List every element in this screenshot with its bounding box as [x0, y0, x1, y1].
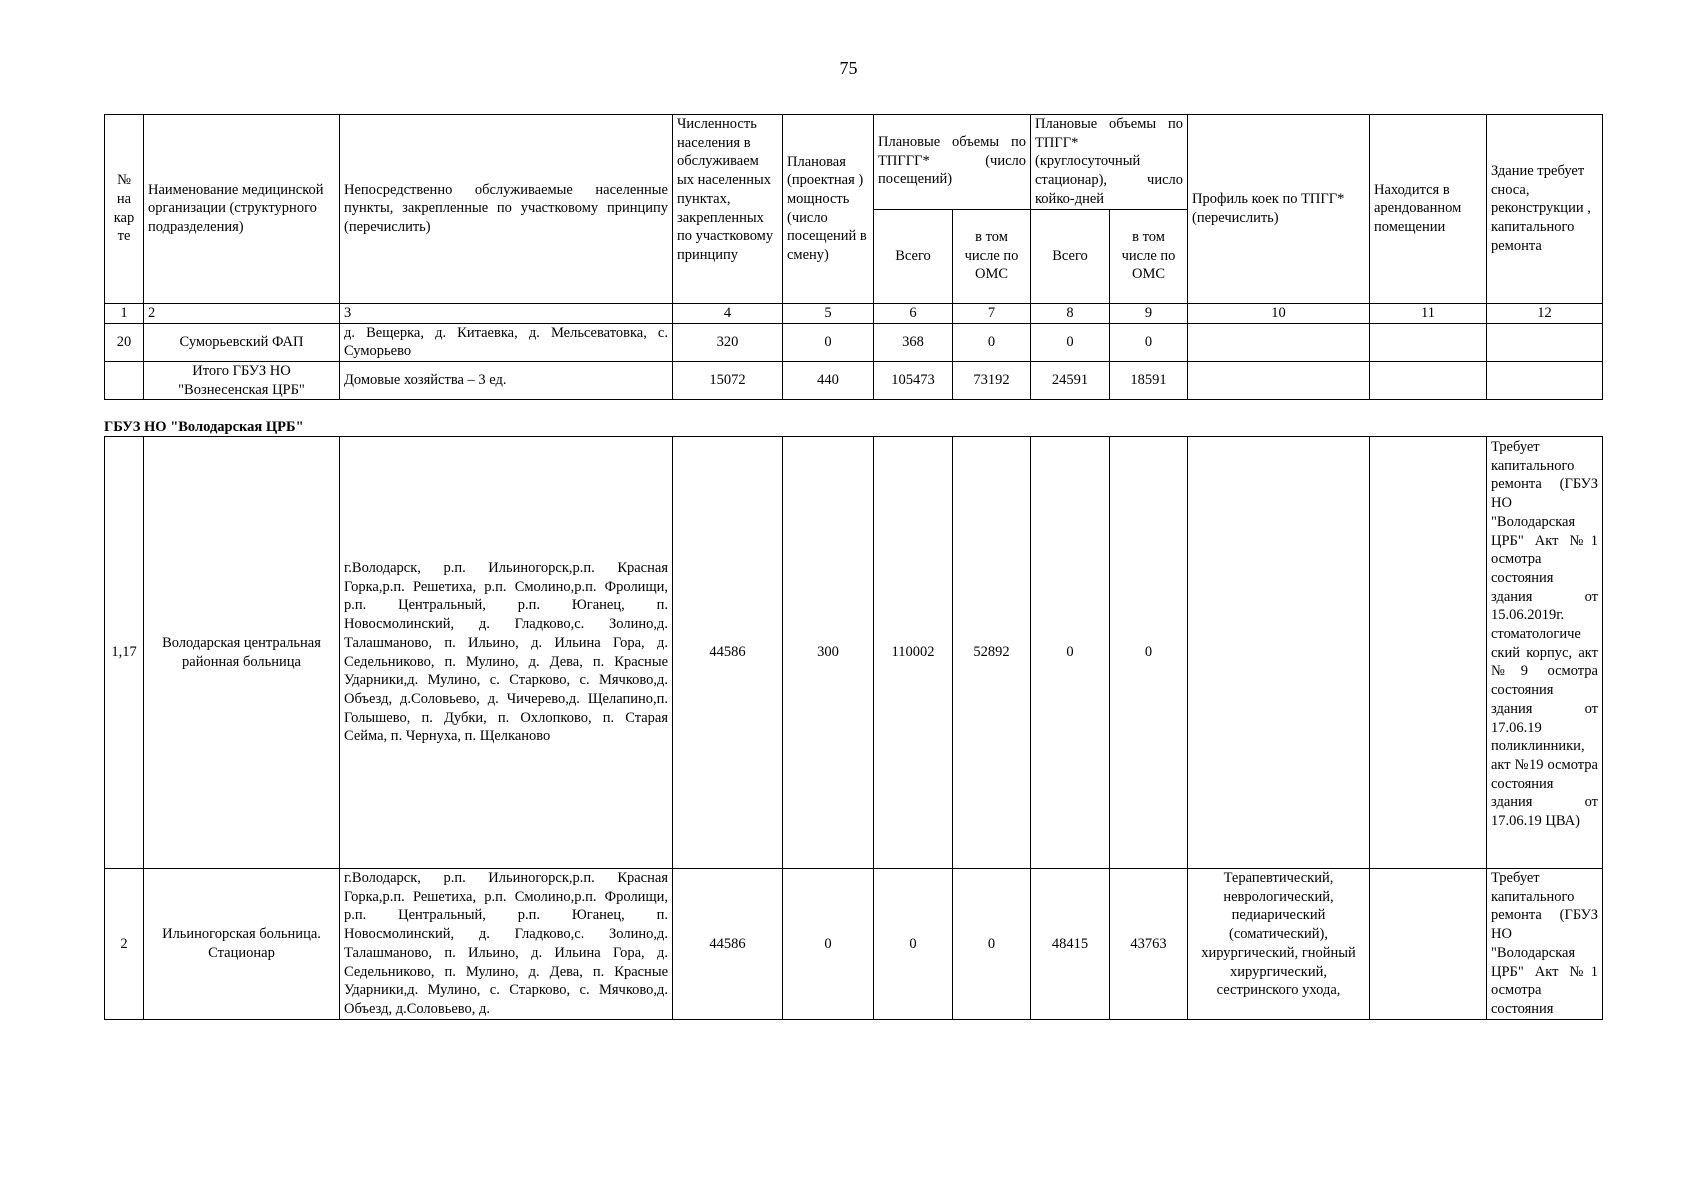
row-rented [1370, 437, 1487, 869]
row-capacity: 300 [783, 437, 874, 869]
table-row [105, 869, 1603, 1020]
section-title: ГБУЗ НО "Володарская ЦРБ" [104, 419, 304, 435]
header-rented: Находится в арендованном помещении [1370, 115, 1487, 304]
row-visits-total: 368 [874, 323, 953, 361]
row-visits-oms: 0 [953, 869, 1031, 1020]
row-settlements: г.Володарск, р.п. Ильиногорск,р.п. Красная Горка,р.п. Решетиха, р.п. Смолино,р.п. Фролищи, р.п. Центральный, р.п. Юганец, п. Новосмолинский, д. Гладково,с. Золино,д. Талашманово, п. Ильино, д. Ильина Гора, д. Седельниково, п. Мулино, д. Дева, п. Красные Ударники,д. Мулино, с. Старково, с. Мячково,д. Объезд, д.Соловьево, д. [340, 869, 673, 1020]
row-beds-profile: Терапевтический, неврологический, педиарический (соматический), хирургический, гнойный хирургический, сестринского ухода, [1188, 869, 1370, 1020]
col-number: 4 [673, 303, 783, 323]
header-population: Численность населения в обслуживаем ых населенных пунктах, закрепленных по участковому принципу [673, 115, 783, 304]
row-name: Итого ГБУЗ НО "Вознесенская ЦРБ" [144, 361, 340, 399]
row-visits-total: 105473 [874, 361, 953, 399]
row-visits-oms: 73192 [953, 361, 1031, 399]
header-days-oms: в том числе по ОМС [1110, 209, 1188, 303]
row-rented [1370, 869, 1487, 1020]
column-numbers-row [105, 303, 1603, 323]
col-number: 12 [1487, 303, 1603, 323]
col-number: 11 [1370, 303, 1487, 323]
row-capacity: 0 [783, 869, 874, 1020]
row-settlements: Домовые хозяйства – 3 ед. [340, 361, 673, 399]
table-row-total [105, 361, 1603, 399]
row-days-total: 0 [1031, 437, 1110, 869]
row-rented [1370, 361, 1487, 399]
row-days-total: 48415 [1031, 869, 1110, 1020]
row-name: Суморьевский ФАП [144, 323, 340, 361]
row-settlements: г.Володарск, р.п. Ильиногорск,р.п. Красная Горка,р.п. Решетиха, р.п. Смолино,р.п. Фролищи, р.п. Центральный, р.п. Юганец, п. Новосмолинский, д. Гладково,с. Золино,д. Талашманово, п. Ильино, д. Ильина Гора, д. Седельниково, п. Мулино, д. Дева, п. Красные Ударники,д. Мулино, с. Старково, с. Мячково,д. Объезд, д.Соловьево, д. Чичерево,д. Щелапино,п. Голышево, п. Дубки, п. Охлопково, п. Старая Сейма, п. Чернуха, п. Щелканово [340, 437, 673, 869]
table-row [105, 437, 1603, 869]
row-rented [1370, 323, 1487, 361]
row-beds-profile [1188, 361, 1370, 399]
row-repair [1487, 361, 1603, 399]
row-visits-total: 0 [874, 869, 953, 1020]
row-days-total: 24591 [1031, 361, 1110, 399]
row-days-oms: 0 [1110, 437, 1188, 869]
header-visits-volumes: Плановые объемы по ТПГГГ* (число посещений) [874, 115, 1031, 210]
col-number: 9 [1110, 303, 1188, 323]
header-bed-days-volumes: Плановые объемы по ТПГГ* (круглосуточный стационар), число койко-дней [1031, 115, 1188, 210]
row-repair [1487, 323, 1603, 361]
header-num: № на кар те [105, 115, 144, 304]
row-days-oms: 18591 [1110, 361, 1188, 399]
header-organization: Наименование медицинской организации (структурного подразделения) [144, 115, 340, 304]
col-number: 5 [783, 303, 874, 323]
row-days-oms: 43763 [1110, 869, 1188, 1020]
col-number: 3 [340, 303, 673, 323]
col-number: 6 [874, 303, 953, 323]
header-bed-profile: Профиль коек по ТПГГ* (перечислить) [1188, 115, 1370, 304]
row-num: 20 [105, 323, 144, 361]
col-number: 2 [144, 303, 340, 323]
row-num: 1,17 [105, 437, 144, 869]
row-repair: Требует капитального ремонта (ГБУЗ НО "Володарская ЦРБ" Акт №1 осмотра состояния [1487, 869, 1603, 1020]
header-repair: Здание требует сноса, реконструкции , капитального ремонта [1487, 115, 1603, 304]
row-population: 320 [673, 323, 783, 361]
row-days-oms: 0 [1110, 323, 1188, 361]
page-number: 75 [839, 58, 858, 78]
row-beds-profile [1188, 323, 1370, 361]
col-number: 7 [953, 303, 1031, 323]
row-visits-oms: 52892 [953, 437, 1031, 869]
table-row [105, 323, 1603, 361]
col-number: 10 [1188, 303, 1370, 323]
row-capacity: 0 [783, 323, 874, 361]
row-repair: Требует капитального ремонта (ГБУЗ НО "Володарская ЦРБ" Акт №1 осмотра состояния здания от 15.06.2019г. стоматологиче ский корпус, акт №9 осмотра состояния здания от 17.06.19 поликлинники, акт №19 осмотра состояния здания от 17.06.19 ЦВА) [1487, 437, 1603, 869]
row-population: 15072 [673, 361, 783, 399]
summary-table-top [104, 114, 1603, 400]
row-days-total: 0 [1031, 323, 1110, 361]
row-visits-oms: 0 [953, 323, 1031, 361]
row-capacity: 440 [783, 361, 874, 399]
header-visits-total: Всего [874, 209, 953, 303]
row-num: 2 [105, 869, 144, 1020]
col-number: 1 [105, 303, 144, 323]
row-num [105, 361, 144, 399]
row-name: Ильиногорская больница. Стационар [144, 869, 340, 1020]
header-settlements: Непосредственно обслуживаемые населенные пункты, закрепленные по участковому принципу (перечислить) [340, 115, 673, 304]
row-visits-total: 110002 [874, 437, 953, 869]
section-table [104, 436, 1603, 1020]
row-settlements: д. Вещерка, д. Китаевка, д. Мельсеватовка, с. Суморьево [340, 323, 673, 361]
header-days-total: Всего [1031, 209, 1110, 303]
header-visits-oms: в том числе по ОМС [953, 209, 1031, 303]
row-beds-profile [1188, 437, 1370, 869]
row-population: 44586 [673, 437, 783, 869]
row-population: 44586 [673, 869, 783, 1020]
header-capacity: Плановая (проектная ) мощность (число посещений в смену) [783, 115, 874, 304]
row-name: Володарская центральная районная больница [144, 437, 340, 869]
col-number: 8 [1031, 303, 1110, 323]
